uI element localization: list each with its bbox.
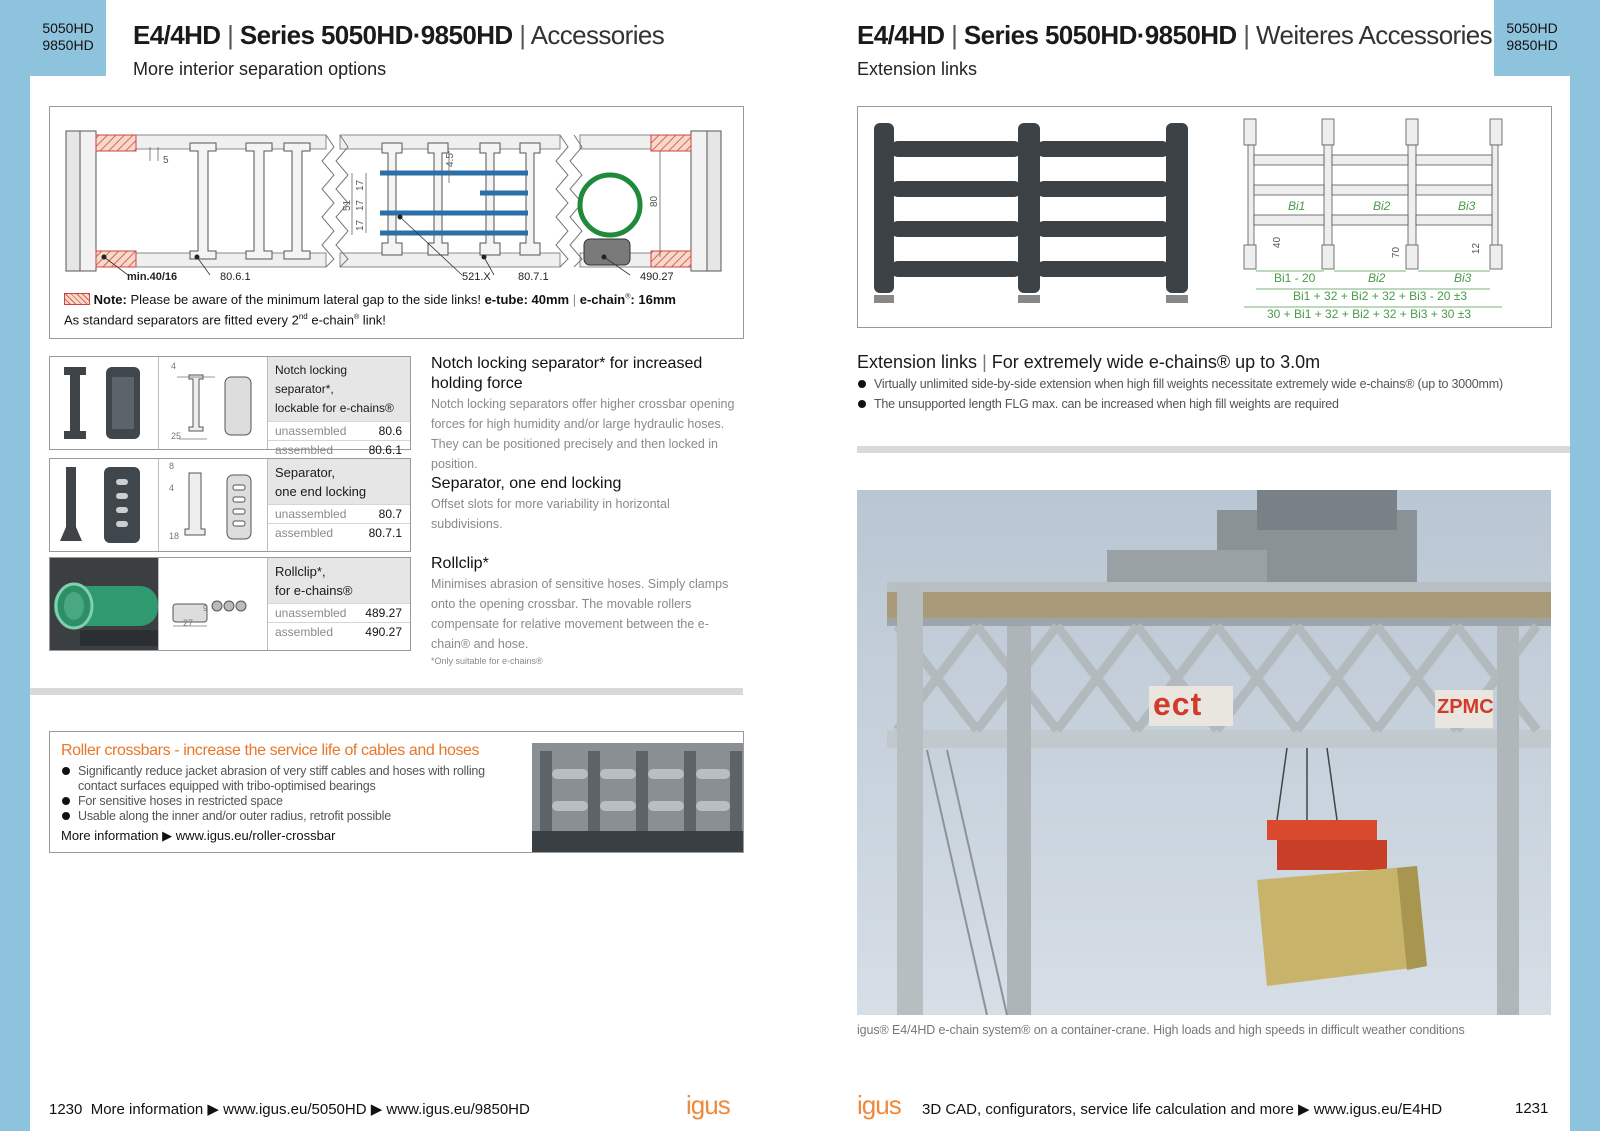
note-echain-value: : 16mm bbox=[630, 292, 676, 307]
left-edge-bar bbox=[0, 0, 30, 1131]
assembled-label: assembled bbox=[275, 625, 334, 639]
extension-bullet-text: The unsupported length FLG max. can be increased when high fill weights are required bbox=[874, 397, 1339, 411]
product-title bbox=[268, 558, 410, 603]
dim-17a-label: 17 bbox=[355, 179, 366, 191]
roller-more-info-link[interactable]: More information ▶ www.igus.eu/roller-crossbar bbox=[61, 828, 336, 843]
product-heading: Notch locking separator* for increased holding force bbox=[431, 355, 703, 392]
separation-diagram-box bbox=[49, 106, 744, 339]
dim-row3: 30 + Bi1 + 32 + Bi2 + 32 + Bi3 + 30 ±3 bbox=[1267, 307, 1472, 321]
igus-logo-right: igus bbox=[857, 1090, 901, 1120]
unassembled-row bbox=[268, 504, 410, 523]
extension-heading: Extension links | For extremely wide e-chains® up to 3.0m bbox=[857, 352, 1321, 372]
assembled-value: 80.6.1 bbox=[368, 443, 402, 457]
left-page-title: E4/4HD | Series 5050HD·9850HD | Accessories bbox=[133, 20, 665, 50]
dim-17b-label: 17 bbox=[355, 199, 366, 211]
product-desc-notch bbox=[431, 354, 744, 474]
right-page-subtitle: Extension links bbox=[857, 59, 978, 79]
product-title bbox=[268, 357, 410, 421]
product-title-line2: lockable for e-chains® bbox=[275, 401, 394, 415]
extension-heading-rest: For extremely wide e-chains® up to 3.0m bbox=[991, 352, 1321, 372]
dim-top-separator: 8 bbox=[169, 461, 175, 471]
right-divider bbox=[857, 446, 1570, 453]
left-page-number: 1230 bbox=[49, 1101, 83, 1118]
crane-photo bbox=[857, 490, 1551, 1015]
note2-part-a: As standard separators are fitted every 2 bbox=[64, 312, 299, 328]
dim-bottom-notch: 25 bbox=[171, 431, 182, 441]
bi3-label: Bi3 bbox=[1458, 199, 1476, 213]
label-490-27: 490.27 bbox=[640, 271, 674, 283]
product-drawing-notch bbox=[159, 357, 268, 449]
product-photo-separator bbox=[50, 459, 159, 551]
dim-12-label: 12 bbox=[1471, 242, 1483, 255]
product-description: Minimises abrasion of sensitive hoses. Simply clamps onto the opening crossbar. The movable rollers compensate for relative movement between the e-chain® and hose. bbox=[431, 577, 729, 651]
roller-bullet bbox=[61, 794, 511, 809]
extension-heading-main: Extension links bbox=[857, 352, 978, 372]
roller-crossbar-box bbox=[49, 731, 744, 853]
dim-80-label: 80 bbox=[649, 195, 660, 207]
unassembled-row bbox=[268, 603, 410, 622]
tab-line-2: 9850HD bbox=[42, 37, 94, 53]
product-title-line2: for e-chains® bbox=[275, 583, 353, 598]
assembled-row bbox=[268, 440, 410, 459]
tab-line-1: 5050HD bbox=[42, 20, 94, 36]
note-echain: e-chain bbox=[579, 292, 626, 307]
dim-row1b: Bi2 bbox=[1368, 271, 1386, 285]
photo-caption: igus® E4/4HD e-chain system® on a container-crane. High loads and high speeds in difficult weather conditions bbox=[857, 1023, 1465, 1037]
tab-line-1: 5050HD bbox=[1506, 20, 1558, 36]
note2-sup: nd bbox=[298, 312, 308, 321]
note-label: Note: bbox=[93, 292, 127, 307]
dim-row1a: Bi1 - 20 bbox=[1274, 271, 1316, 285]
product-desc-rollclip bbox=[431, 554, 744, 666]
title-series: Series 5050HD·9850HD bbox=[963, 20, 1237, 50]
dim-45-label: 4.5 bbox=[445, 153, 456, 167]
assembled-row bbox=[268, 523, 410, 542]
title-section: Weiteres Accessories bbox=[1256, 20, 1493, 50]
dim-5-label: 5 bbox=[163, 155, 169, 166]
assembled-label: assembled bbox=[275, 526, 334, 540]
extension-links-box bbox=[857, 106, 1552, 328]
crane-sign-ect: ect bbox=[1153, 686, 1203, 722]
label-80-7-1: 80.7.1 bbox=[518, 271, 549, 283]
left-divider bbox=[30, 688, 743, 695]
title-series: Series 5050HD·9850HD bbox=[239, 20, 513, 50]
dim-side-rollclip: 9 bbox=[203, 604, 208, 613]
igus-logo-left: igus bbox=[686, 1090, 730, 1120]
roller-title: Roller crossbars - increase the service life of cables and hoses bbox=[61, 742, 480, 759]
product-photo-rollclip bbox=[50, 558, 159, 650]
title-product: E4/4HD bbox=[133, 20, 221, 50]
crane-sign-zpmc: ZPMC bbox=[1437, 696, 1494, 718]
dim-mid-separator: 4 bbox=[169, 483, 175, 493]
product-row-separator bbox=[49, 458, 411, 552]
product-description: Notch locking separators offer higher crossbar opening forces for high humidity and/or large hydraulic hoses. They can be positioned precisely and then locked in position. bbox=[431, 397, 735, 471]
roller-bullet-text: Significantly reduce jacket abrasion of very stiff cables and hoses with rolling contact surfaces equipped with tribo-optimised bearings bbox=[78, 764, 485, 793]
unassembled-value: 80.6 bbox=[378, 424, 402, 438]
extension-bullet-text: Virtually unlimited side-by-side extension when high fill weights necessitate extremely wide e-chains® (up to 3000mm) bbox=[874, 377, 1503, 391]
right-page-number: 1231 bbox=[1515, 1100, 1549, 1117]
unassembled-label: unassembled bbox=[275, 507, 347, 521]
assembled-value: 490.27 bbox=[365, 625, 402, 639]
roller-bullets bbox=[61, 764, 511, 824]
dim-40-label: 40 bbox=[1272, 236, 1284, 249]
unassembled-label: unassembled bbox=[275, 606, 347, 620]
extension-bullet bbox=[857, 397, 1547, 412]
roller-bullet-text: For sensitive hoses in restricted space bbox=[78, 794, 283, 808]
left-footer-links[interactable]: More information ▶ www.igus.eu/5050HD ▶ www.igus.eu/9850HD bbox=[90, 1101, 530, 1118]
left-page-subtitle: More interior separation options bbox=[133, 59, 387, 79]
extension-links-photo bbox=[870, 115, 1200, 325]
product-row-notch bbox=[49, 356, 411, 457]
hatch-swatch bbox=[64, 293, 90, 305]
left-series-tab bbox=[30, 0, 106, 76]
extension-bullet bbox=[857, 377, 1547, 392]
assembled-label: assembled bbox=[275, 443, 334, 457]
roller-bullet-text: Usable along the inner and/or outer radius, retrofit possible bbox=[78, 809, 391, 823]
product-table-separator bbox=[268, 459, 410, 551]
dim-top-notch: 4 bbox=[171, 361, 177, 371]
label-80-6-1: 80.6.1 bbox=[220, 271, 251, 283]
dim-17c-label: 17 bbox=[355, 219, 366, 231]
product-heading: Separator, one end locking bbox=[431, 475, 622, 492]
note-line-2: As standard separators are fitted every 2nd e-chain® link! bbox=[64, 312, 386, 328]
product-desc-separator bbox=[431, 474, 744, 534]
label-521-x: 521.X bbox=[462, 271, 491, 283]
note2-part-b: e-chain bbox=[307, 312, 355, 328]
dim-51-label: 51 bbox=[342, 199, 353, 211]
roller-bullet bbox=[61, 764, 511, 794]
note2-part-c: link! bbox=[359, 312, 386, 328]
left-footer bbox=[49, 1100, 530, 1118]
product-photo-notch bbox=[50, 357, 159, 449]
title-product: E4/4HD bbox=[857, 20, 945, 50]
assembled-row bbox=[268, 622, 410, 641]
unassembled-value: 489.27 bbox=[365, 606, 402, 620]
bi1-label: Bi1 bbox=[1288, 199, 1306, 213]
roller-crossbar-photo bbox=[532, 743, 743, 852]
product-table-rollclip bbox=[268, 558, 410, 650]
note-text: Please be aware of the minimum lateral gap to the side links! bbox=[130, 292, 481, 307]
product-title-line1: Notch locking separator*, bbox=[275, 363, 348, 396]
note-line-1: Note: Please be aware of the minimum lateral gap to the side links! e-tube: 40mm | e-chain®: 16mm bbox=[64, 292, 676, 307]
unassembled-row bbox=[268, 421, 410, 440]
dim-row2: Bi1 + 32 + Bi2 + 32 + Bi3 - 20 ±3 bbox=[1293, 289, 1468, 303]
label-min: min.40/16 bbox=[127, 271, 178, 283]
product-title bbox=[268, 459, 410, 504]
right-series-tab bbox=[1494, 0, 1570, 76]
product-title-line2: one end locking bbox=[275, 484, 367, 499]
dim-row1c: Bi3 bbox=[1454, 271, 1472, 285]
title-section: Accessories bbox=[530, 20, 665, 50]
right-edge-bar bbox=[1570, 0, 1600, 1131]
product-drawing-rollclip bbox=[159, 558, 268, 650]
unassembled-label: unassembled bbox=[275, 424, 347, 438]
right-page-title: E4/4HD | Series 5050HD·9850HD | Weiteres Accessories bbox=[857, 20, 1493, 50]
unassembled-value: 80.7 bbox=[378, 507, 402, 521]
product-title-line1: Separator, bbox=[275, 465, 335, 480]
product-title-line1: Rollclip*, bbox=[275, 564, 326, 579]
extension-bullets bbox=[857, 377, 1547, 412]
assembled-value: 80.7.1 bbox=[368, 526, 402, 540]
dim-bottom-separator: 18 bbox=[169, 531, 180, 541]
product-heading: Rollclip* bbox=[431, 555, 489, 572]
product-table-notch bbox=[268, 357, 410, 457]
tab-line-2: 9850HD bbox=[1506, 37, 1558, 53]
product-description: Offset slots for more variability in horizontal subdivisions. bbox=[431, 497, 670, 531]
dim-70-label: 70 bbox=[1391, 246, 1403, 259]
bi2-label: Bi2 bbox=[1373, 199, 1391, 213]
note-etube: e-tube: 40mm bbox=[484, 292, 570, 307]
right-footer-links[interactable]: 3D CAD, configurators, service life calculation and more ▶ www.igus.eu/E4HD bbox=[922, 1101, 1443, 1118]
product-row-rollclip bbox=[49, 557, 411, 651]
dim-bottom-rollclip: 27 bbox=[183, 618, 194, 628]
product-drawing-separator bbox=[159, 459, 268, 551]
product-footnote: *Only suitable for e-chains® bbox=[431, 656, 543, 666]
roller-bullet bbox=[61, 809, 511, 824]
